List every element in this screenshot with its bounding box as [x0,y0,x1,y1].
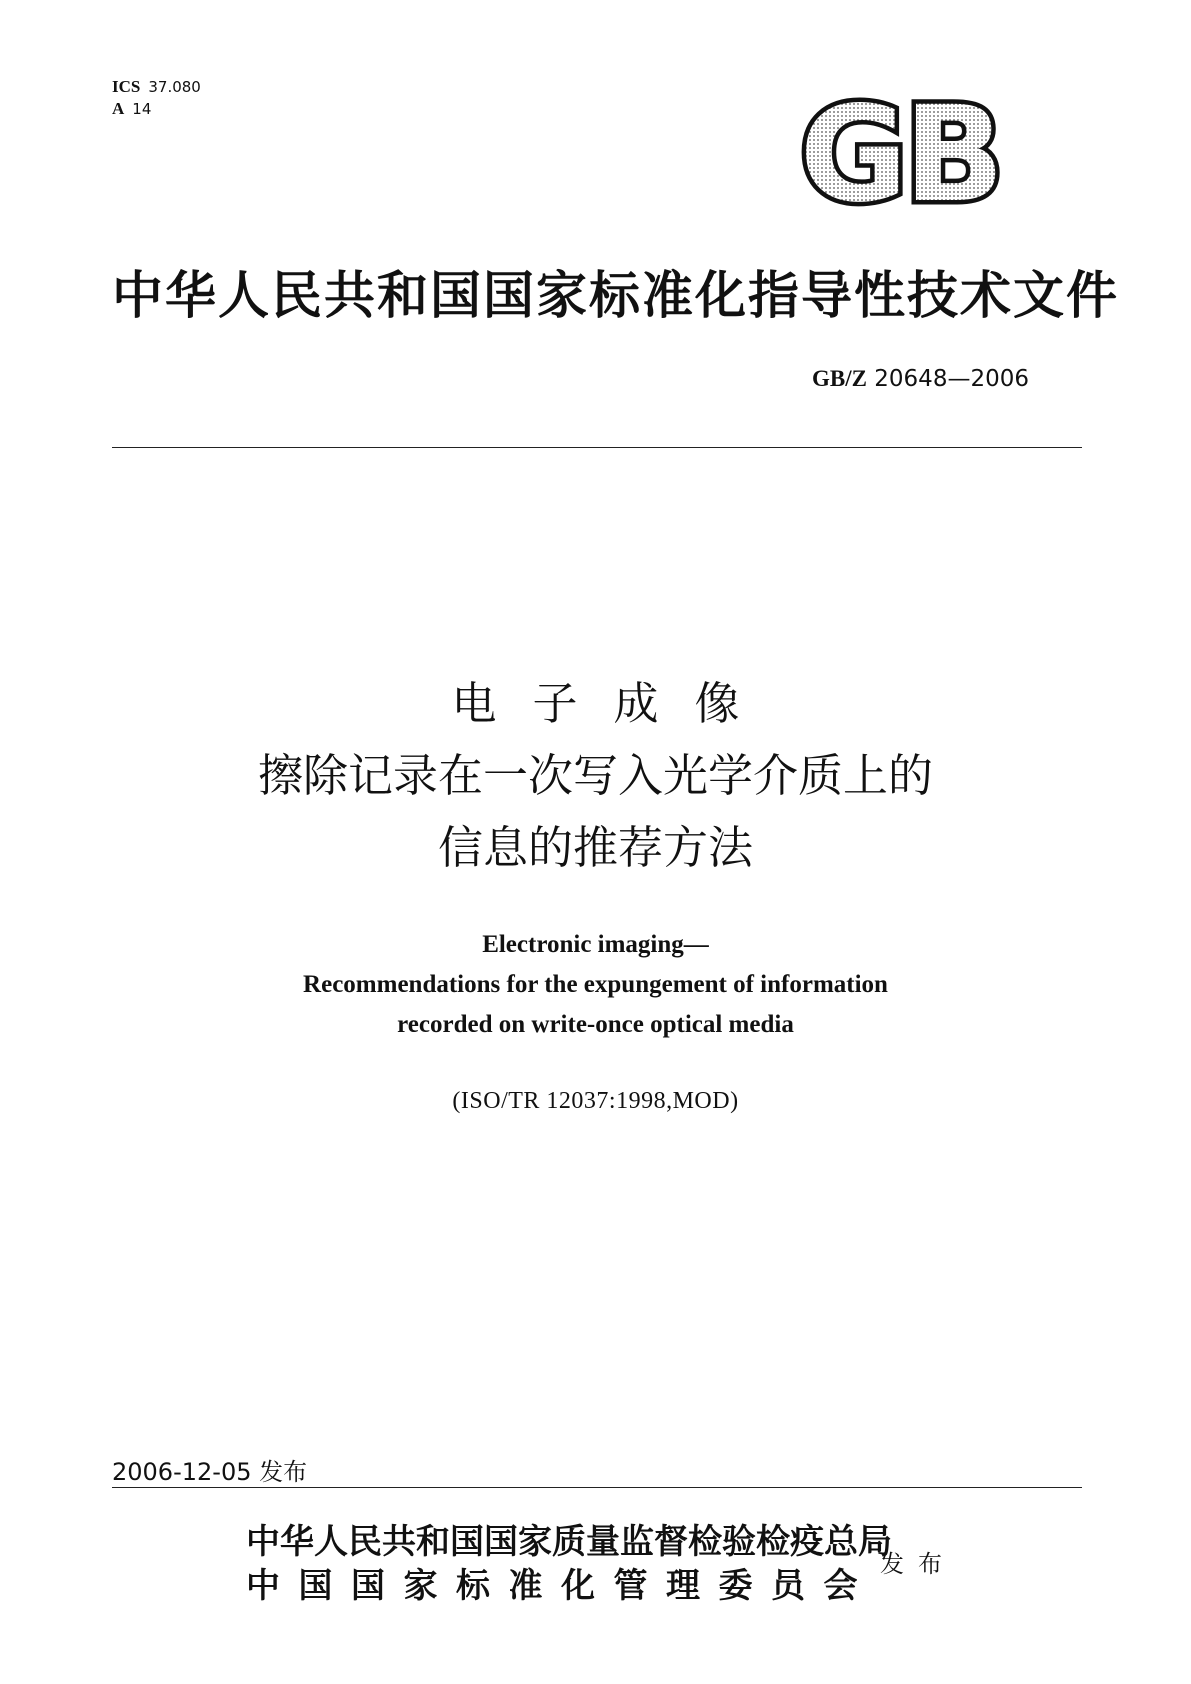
document-type-title: 中华人民共和国国家标准化指导性技术文件 [112,267,1120,326]
gb-logo [784,94,1016,214]
footer-divider [112,1487,1082,1488]
issue-date: 2006-12-05 发布 [112,1458,308,1486]
chinese-title-line-2: 擦除记录在一次写入光学介质上的 [257,749,933,802]
chinese-title [0,668,1191,884]
publish-label: 发布 [880,1550,956,1578]
english-title-line-3: recorded on write-once optical media [397,1011,794,1038]
header-divider [112,447,1082,448]
english-title-line-2: Recommendations for the expungement of information [303,971,888,998]
issuing-authorities [246,1520,892,1608]
ics-value: 37.080 [148,78,201,96]
english-title [0,925,1191,1045]
ccs-label: A [112,99,125,118]
standard-prefix: GB/Z [812,366,867,391]
ccs-code [112,98,201,120]
classification-codes [112,76,201,120]
standard-number [812,366,1029,392]
iso-reference: (ISO/TR 12037:1998,MOD) [452,1088,739,1114]
issuer-sac: 中国国家标准化管理委员会 [246,1566,876,1606]
issuer-aqsiq: 中华人民共和国国家质量监督检验检疫总局 [246,1522,892,1562]
ics-code [112,76,201,98]
english-title-line-1: Electronic imaging— [482,931,709,958]
ics-label: ICS [112,77,141,96]
chinese-title-line-3: 信息的推荐方法 [437,821,753,874]
gb-logo-text: GB [799,94,1001,214]
chinese-title-line-1: 电子成像 [451,677,776,730]
ccs-value: 14 [132,100,152,118]
standard-code: 20648—2006 [874,366,1029,392]
